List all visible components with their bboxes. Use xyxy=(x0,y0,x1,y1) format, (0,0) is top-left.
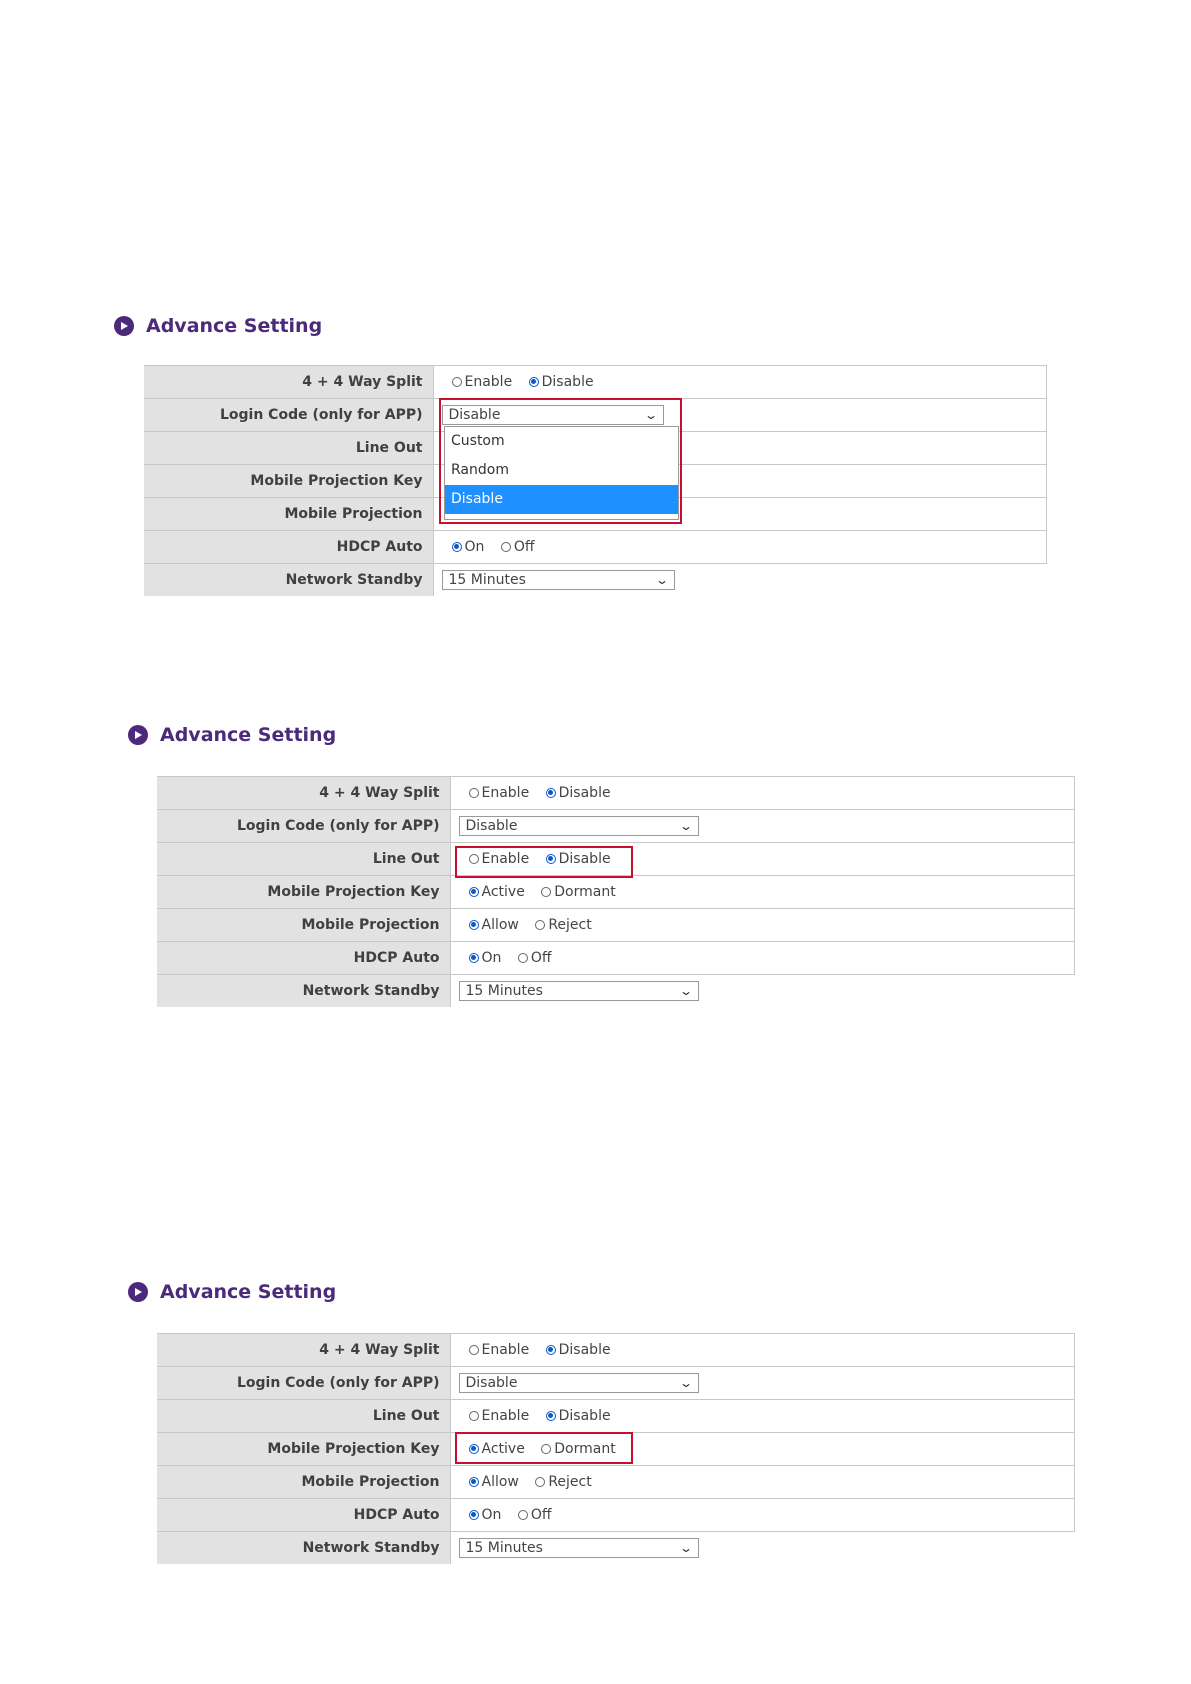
row-network-standby xyxy=(157,1532,1075,1565)
row-label: 4 + 4 Way Split xyxy=(157,777,450,810)
row-mobile-projection-key xyxy=(157,1433,1075,1466)
split-enable-option[interactable]: Enable xyxy=(469,785,530,801)
row-label: Mobile Projection Key xyxy=(157,1433,450,1466)
mp-reject-option[interactable]: Reject xyxy=(535,917,591,933)
row-label: Network Standby xyxy=(157,975,450,1008)
row-mobile-projection xyxy=(157,1466,1075,1499)
row-label: Network Standby xyxy=(157,1532,450,1565)
line-out-enable-option[interactable]: Enable xyxy=(469,1408,530,1424)
row-label: HDCP Auto xyxy=(144,531,433,564)
panel-2-header xyxy=(128,724,336,746)
row-label: 4 + 4 Way Split xyxy=(144,366,433,399)
split-enable-option[interactable]: Enable xyxy=(452,374,513,390)
radio-unchecked-icon[interactable] xyxy=(535,920,545,930)
mpkey-active-option[interactable]: Active xyxy=(469,1441,525,1457)
mp-reject-option[interactable]: Reject xyxy=(535,1474,591,1490)
radio-unchecked-icon[interactable] xyxy=(541,1444,551,1454)
dropdown-option-custom[interactable]: Custom xyxy=(451,433,505,449)
login-code-select[interactable]: Disable ⌄ xyxy=(442,405,664,425)
radio-unchecked-icon[interactable] xyxy=(501,542,511,552)
row-label: Line Out xyxy=(157,1400,450,1433)
radio-checked-icon[interactable] xyxy=(469,953,479,963)
row-split xyxy=(144,366,1047,399)
radio-checked-icon[interactable] xyxy=(469,887,479,897)
play-circle-icon xyxy=(128,725,148,745)
hdcp-radio-group xyxy=(450,1499,1075,1532)
line-out-radio-group xyxy=(450,1400,1075,1433)
login-code-dropdown-list xyxy=(444,426,679,520)
radio-unchecked-icon[interactable] xyxy=(541,887,551,897)
radio-checked-icon[interactable] xyxy=(452,542,462,552)
split-radio-group xyxy=(450,1334,1075,1367)
row-label: Mobile Projection xyxy=(157,1466,450,1499)
mp-allow-option[interactable]: Allow xyxy=(469,1474,519,1490)
mp-radio-group xyxy=(450,1466,1075,1499)
radio-unchecked-icon[interactable] xyxy=(469,788,479,798)
play-circle-icon xyxy=(114,316,134,336)
split-disable-option[interactable]: Disable xyxy=(546,1342,611,1358)
row-label: HDCP Auto xyxy=(157,942,450,975)
section-title: Advance Setting xyxy=(160,724,337,746)
radio-checked-icon[interactable] xyxy=(546,1345,556,1355)
radio-unchecked-icon[interactable] xyxy=(518,1510,528,1520)
network-standby-select[interactable]: 15 Minutes ⌄ xyxy=(459,1538,699,1558)
row-label: Line Out xyxy=(144,432,433,465)
mpkey-radio-group xyxy=(450,876,1075,909)
chevron-down-icon: ⌄ xyxy=(644,408,659,422)
row-login-code xyxy=(157,810,1075,843)
radio-checked-icon[interactable] xyxy=(546,1411,556,1421)
row-network-standby xyxy=(144,564,1047,597)
hdcp-off-option[interactable]: Off xyxy=(518,1507,552,1523)
radio-unchecked-icon[interactable] xyxy=(452,377,462,387)
mp-allow-option[interactable]: Allow xyxy=(469,917,519,933)
hdcp-off-option[interactable]: Off xyxy=(518,950,552,966)
chevron-down-icon: ⌄ xyxy=(679,1541,694,1555)
chevron-down-icon: ⌄ xyxy=(679,1376,694,1390)
radio-checked-icon[interactable] xyxy=(529,377,539,387)
login-code-select[interactable]: Disable ⌄ xyxy=(459,1373,699,1393)
section-title: Advance Setting xyxy=(160,1281,337,1303)
hdcp-on-option[interactable]: On xyxy=(452,539,485,555)
section-title: Advance Setting xyxy=(146,315,323,337)
hdcp-radio-group xyxy=(433,531,1047,564)
row-mobile-projection-key xyxy=(157,876,1075,909)
network-standby-select[interactable]: 15 Minutes ⌄ xyxy=(459,981,699,1001)
row-hdcp-auto xyxy=(157,942,1075,975)
chevron-down-icon: ⌄ xyxy=(655,573,670,587)
radio-checked-icon[interactable] xyxy=(546,788,556,798)
radio-unchecked-icon[interactable] xyxy=(469,854,479,864)
split-radio-group xyxy=(450,777,1075,810)
radio-checked-icon[interactable] xyxy=(469,1477,479,1487)
mpkey-dormant-option[interactable]: Dormant xyxy=(541,884,615,900)
line-out-enable-option[interactable]: Enable xyxy=(469,851,530,867)
hdcp-radio-group xyxy=(450,942,1075,975)
mpkey-dormant-option[interactable]: Dormant xyxy=(541,1441,615,1457)
row-label: Line Out xyxy=(157,843,450,876)
network-standby-select[interactable]: 15 Minutes ⌄ xyxy=(442,570,675,590)
settings-table xyxy=(157,1333,1075,1564)
radio-unchecked-icon[interactable] xyxy=(469,1411,479,1421)
row-line-out xyxy=(157,843,1075,876)
dropdown-option-random[interactable]: Random xyxy=(451,462,509,478)
row-label: Mobile Projection xyxy=(157,909,450,942)
row-label: 4 + 4 Way Split xyxy=(157,1334,450,1367)
radio-checked-icon[interactable] xyxy=(469,1444,479,1454)
row-line-out xyxy=(157,1400,1075,1433)
chevron-down-icon: ⌄ xyxy=(679,984,694,998)
row-label: Login Code (only for APP) xyxy=(157,810,450,843)
chevron-down-icon: ⌄ xyxy=(679,819,694,833)
panel-3-header xyxy=(128,1281,336,1303)
row-mobile-projection xyxy=(157,909,1075,942)
hdcp-off-option[interactable]: Off xyxy=(501,539,535,555)
radio-checked-icon[interactable] xyxy=(469,1510,479,1520)
radio-checked-icon[interactable] xyxy=(546,854,556,864)
radio-unchecked-icon[interactable] xyxy=(535,1477,545,1487)
row-split xyxy=(157,777,1075,810)
radio-unchecked-icon[interactable] xyxy=(518,953,528,963)
dropdown-option-disable[interactable]: Disable xyxy=(445,485,678,514)
split-disable-option[interactable]: Disable xyxy=(529,374,594,390)
radio-unchecked-icon[interactable] xyxy=(469,1345,479,1355)
row-login-code xyxy=(157,1367,1075,1400)
row-hdcp-auto xyxy=(157,1499,1075,1532)
mpkey-active-option[interactable]: Active xyxy=(469,884,525,900)
panel-1-header xyxy=(114,315,322,337)
row-label: Network Standby xyxy=(144,564,433,597)
row-label: Mobile Projection Key xyxy=(144,465,433,498)
row-label: Login Code (only for APP) xyxy=(144,399,433,432)
row-split xyxy=(157,1334,1075,1367)
login-code-select[interactable]: Disable ⌄ xyxy=(459,816,699,836)
row-label: HDCP Auto xyxy=(157,1499,450,1532)
split-radio-group xyxy=(433,366,1047,399)
row-hdcp-auto xyxy=(144,531,1047,564)
line-out-disable-option[interactable]: Disable xyxy=(546,851,611,867)
mp-radio-group xyxy=(450,909,1075,942)
split-disable-option[interactable]: Disable xyxy=(546,785,611,801)
mpkey-radio-group xyxy=(450,1433,1075,1466)
line-out-disable-option[interactable]: Disable xyxy=(546,1408,611,1424)
row-label: Login Code (only for APP) xyxy=(157,1367,450,1400)
radio-checked-icon[interactable] xyxy=(469,920,479,930)
hdcp-on-option[interactable]: On xyxy=(469,1507,502,1523)
hdcp-on-option[interactable]: On xyxy=(469,950,502,966)
play-circle-icon xyxy=(128,1282,148,1302)
split-enable-option[interactable]: Enable xyxy=(469,1342,530,1358)
settings-table xyxy=(157,776,1075,1007)
line-out-radio-group xyxy=(450,843,1075,876)
row-label: Mobile Projection Key xyxy=(157,876,450,909)
row-network-standby xyxy=(157,975,1075,1008)
row-label: Mobile Projection xyxy=(144,498,433,531)
